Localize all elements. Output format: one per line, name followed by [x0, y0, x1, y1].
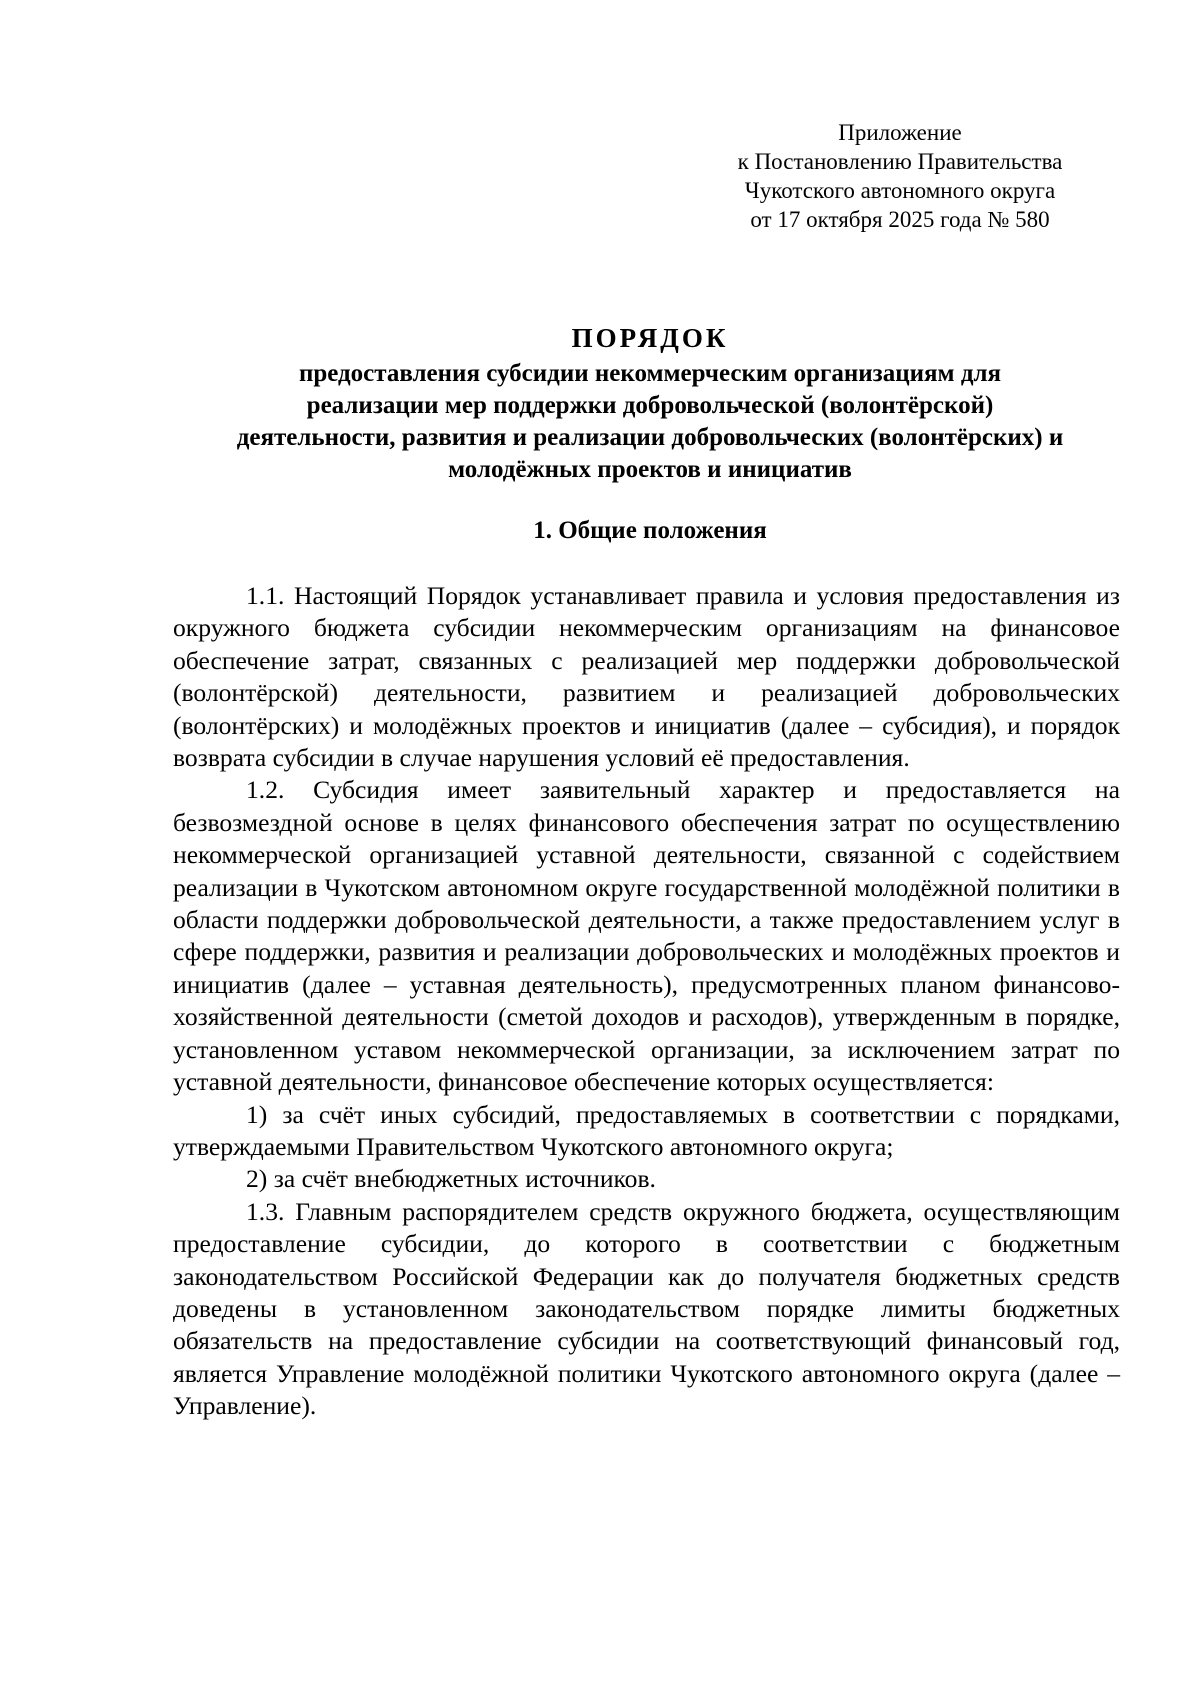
paragraph-1-2-item-2: 2) за счёт внебюджетных источников.	[246, 1164, 656, 1194]
paragraph-1-2-item-1: 1) за счёт иных субсидий, предоставляемых в соответствии с порядками, утверждаемыми Правительством Чукотского автономного округа;	[173, 1099, 1120, 1161]
document-title	[170, 318, 1130, 486]
appendix-header	[700, 118, 1100, 234]
title-sub-line-2: реализации мер поддержки добровольческой (волонтёрской)	[306, 392, 994, 419]
title-sub-line-1: предоставления субсидии некоммерческим организациям для	[298, 360, 1002, 387]
paragraph-1-1: 1.1. Настоящий Порядок устанавливает правила и условия предоставления из окружного бюджета субсидии некоммерческим организациям на финансовое обеспечение затрат, связанных с реализацией мер поддержки добровольческой (волонтёрской) деятельности, развитием и реализацией добровольческих (волонтёрских) и молодёжных проектов и инициатив (далее – субсидия), и порядок возврата субсидии в случае нарушения условий её предоставления.	[173, 581, 1120, 773]
section-heading: 1. Общие положения	[533, 517, 767, 544]
document-body	[173, 580, 1120, 1423]
title-sub-line-4: молодёжных проектов и инициатив	[448, 456, 852, 483]
appendix-line-2: к Постановлению Правительства	[737, 149, 1063, 174]
paragraph-1-3: 1.3. Главным распорядителем средств окружного бюджета, осуществляющим предоставление субсидии, до которого в соответствии с бюджетным законодательством Российской Федерации как до получателя бюджетных средств доведены в установленном законодательством порядке лимиты бюджетных обязательств на предоставление субсидии на соответствующий финансовый год, является Управление молодёжной политики Чукотского автономного округа (далее – Управление).	[173, 1196, 1120, 1421]
paragraph-1-2: 1.2. Субсидия имеет заявительный характер и предоставляется на безвозмездной основе в целях финансового обеспечения затрат по осуществлению некоммерческой организацией уставной деятельности, связанной с содействием реализации в Чукотском автономном округе государственной молодёжной политики в области поддержки добровольческой деятельности, а также предоставлением услуг в сфере поддержки, развития и реализации добровольческих и молодёжных проектов и инициатив (далее – уставная деятельность), предусмотренных планом финансово-хозяйственной деятельности (сметой доходов и расходов), утвержденным в порядке, установленном уставом некоммерческой организации, за исключением затрат по уставной деятельности, финансовое обеспечение которых осуществляется:	[173, 775, 1120, 1097]
title-sub-line-3: деятельности, развития и реализации добровольческих (волонтёрских) и	[236, 424, 1064, 451]
appendix-line-1: Приложение	[838, 120, 962, 145]
appendix-line-4: от 17 октября 2025 года № 580	[750, 207, 1050, 232]
appendix-line-3: Чукотского автономного округа	[744, 178, 1056, 203]
title-main: ПОРЯДОК	[571, 323, 729, 353]
